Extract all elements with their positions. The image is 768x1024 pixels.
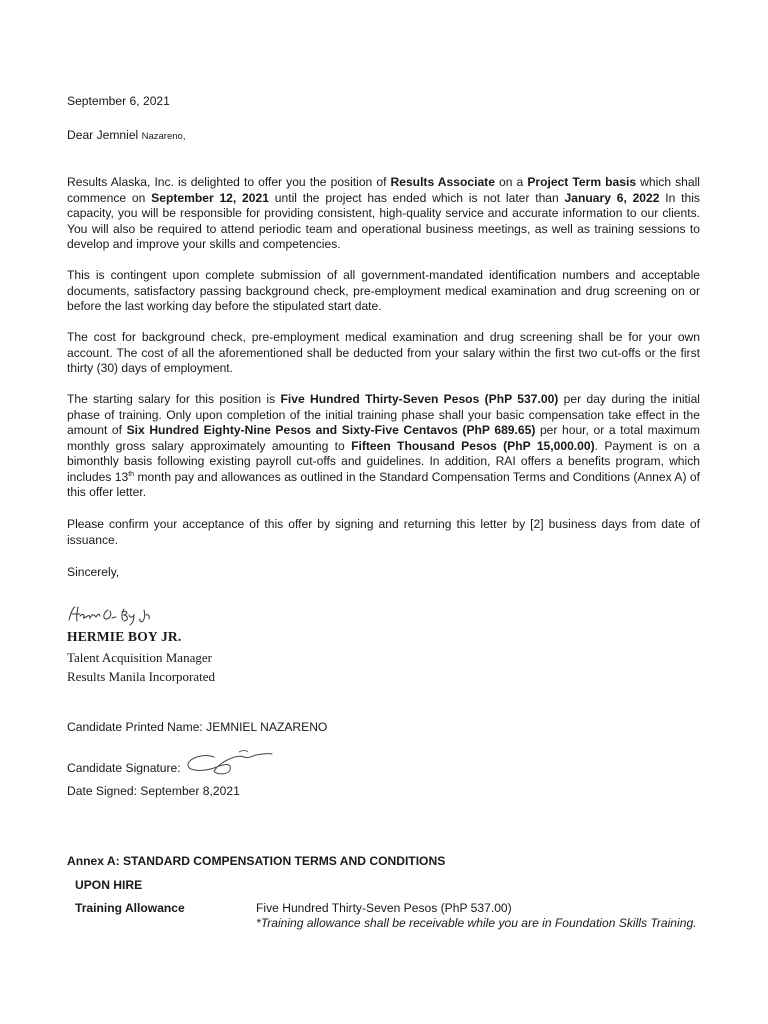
paragraph-position: Results Alaska, Inc. is delighted to offer you the position of Results Associate on a Project Term basis which shall commence on September 12, 2021 until the project has ended which is not later than January 6, 2022 In this capacity, you will be responsible for providing consistent, high-quality service and accurate information to our clients. You will also be required to attend periodic team and operational business meetings, as well as training sessions to develop and improve your skills and competencies. [67, 175, 700, 251]
annex-section-heading: UPON HIRE [75, 878, 143, 892]
daily-rate: Five Hundred Thirty-Seven Pesos (PhP 537.00) [280, 392, 559, 406]
salutation [67, 128, 185, 145]
salutation-surname: Nazareno, [141, 131, 186, 142]
annex-row-value: Five Hundred Thirty-Seven Pesos (PhP 537.00) [256, 901, 512, 915]
signatory-name: HERMIE BOY JR. [67, 629, 182, 644]
candidate-signature-image [184, 748, 274, 778]
annex-title: Annex A: STANDARD COMPENSATION TERMS AND CONDITIONS [67, 854, 446, 868]
paragraph-salary: The starting salary for this position is Five Hundred Thirty-Seven Pesos (PhP 537.00) per day during the initial phase of training. Only upon completion of the initial training phase shall your basic compensation take effect in the amount of Six Hundred Eighty-Nine Pesos and Sixty-Five Centavos (PhP 689.65) per hour, or a total maximum monthly gross salary approximately amounting to Fifteen Thousand Pesos (PhP 15,000.00). Payment is on a bimonthly basis following existing payroll cut-offs and guidelines. In addition, RAI offers a benefits program, which includes 13th month pay and allowances as outlined in the Standard Compensation Terms and Conditions (Annex A) of this offer letter. [67, 392, 701, 499]
letter-date: September 6, 2021 [67, 94, 170, 108]
signatory-title: Talent Acquisition Manager [67, 650, 212, 665]
signatory-company: Results Manila Incorporated [67, 669, 216, 684]
term-basis: Project Term basis [527, 175, 637, 189]
candidate-signature-label: Candidate Signature: [67, 761, 181, 775]
salutation-prefix: Dear Jemniel [67, 128, 139, 142]
paragraph-costs: The cost for background check, pre-employment medical examination and drug screening shall be for your own account. The cost of all the aforementioned shall be deducted from your salary within the first two cut-offs or the first thirty (30) days of employment. [67, 330, 700, 375]
paragraph-confirmation: Please confirm your acceptance of this offer by signing and returning this letter by [2] business days from date of issuance. [67, 517, 700, 547]
candidate-printed-name: Candidate Printed Name: JEMNIEL NAZARENO [67, 720, 328, 734]
monthly-salary: Fifteen Thousand Pesos (PhP 15,000.00) [351, 438, 595, 453]
position-title: Results Associate [390, 175, 495, 189]
start-date: September 12, 2021 [151, 190, 269, 205]
annex-row-note: *Training allowance shall be receivable while you are in Foundation Skills Training. [256, 916, 697, 930]
candidate-date-signed: Date Signed: September 8,2021 [67, 784, 240, 798]
hourly-rate: Six Hundred Eighty-Nine Pesos and Sixty-Five Centavos (PhP 689.65) [126, 423, 536, 437]
paragraph-contingency: This is contingent upon complete submission of all government-mandated identification numbers and acceptable documents, satisfactory passing background check, pre-employment medical examination and drug screening on or before the last working day before the stipulated start date. [67, 268, 700, 313]
closing: Sincerely, [67, 565, 120, 579]
end-date: January 6, 2022 [564, 190, 660, 205]
annex-row-label: Training Allowance [75, 901, 185, 915]
hermie-signature-image [66, 604, 176, 626]
